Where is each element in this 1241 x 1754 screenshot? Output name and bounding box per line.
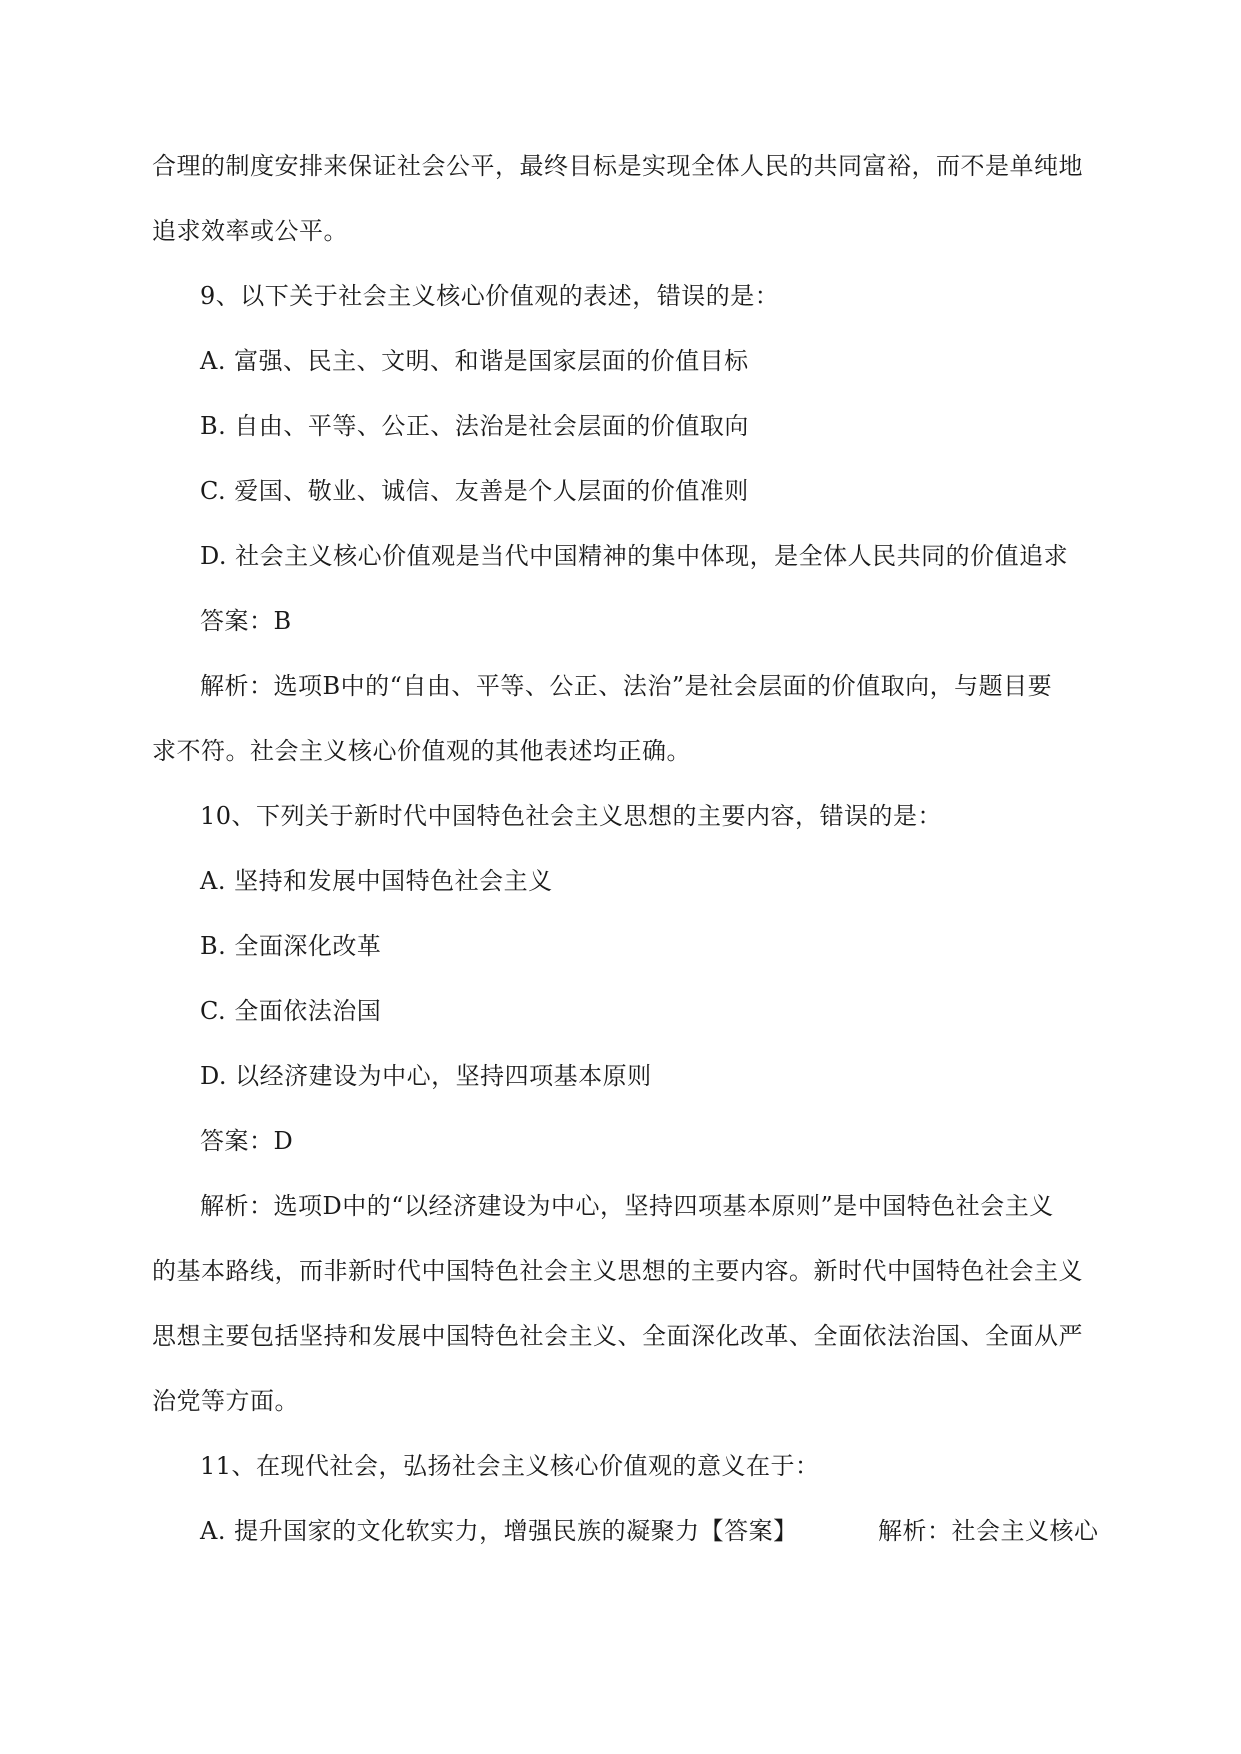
q9-option-c: C. 爱国、敬业、诚信、友善是个人层面的价值准则	[200, 477, 749, 505]
q9-option-d: D. 社会主义核心价值观是当代中国精神的集中体现，是全体人民共同的价值追求	[200, 542, 1069, 570]
q9-analysis-line: 解析：选项B中的“自由、平等、公正、法治”是社会层面的价值取向，与题目要	[200, 672, 1053, 700]
q10-analysis-line: 的基本路线，而非新时代中国特色社会主义思想的主要内容。新时代中国特色社会主义	[152, 1257, 1083, 1285]
question-9: 9、以下关于社会主义核心价值观的表述，错误的是：	[200, 282, 780, 310]
q10-option-a: A. 坚持和发展中国特色社会主义	[200, 867, 553, 895]
paragraph-line: 追求效率或公平。	[152, 217, 348, 245]
q9-analysis-line: 求不符。社会主义核心价值观的其他表述均正确。	[152, 737, 691, 765]
q11-option-a: A. 提升国家的文化软实力，增强民族的凝聚力【答案】	[200, 1517, 798, 1545]
q10-analysis-line: 治党等方面。	[152, 1387, 299, 1415]
q11-analysis-start: 解析：社会主义核心	[878, 1517, 1099, 1545]
paragraph-line: 合理的制度安排来保证社会公平，最终目标是实现全体人民的共同富裕，而不是单纯地	[152, 152, 1083, 180]
q9-option-b: B. 自由、平等、公正、法治是社会层面的价值取向	[200, 412, 749, 440]
q10-answer: 答案：D	[200, 1127, 294, 1155]
q10-analysis-line: 思想主要包括坚持和发展中国特色社会主义、全面深化改革、全面依法治国、全面从严	[152, 1322, 1083, 1350]
q10-option-d: D. 以经济建设为中心，坚持四项基本原则	[200, 1062, 652, 1090]
question-10: 10、下列关于新时代中国特色社会主义思想的主要内容，错误的是：	[200, 802, 943, 830]
q9-answer: 答案：B	[200, 607, 292, 635]
q10-option-b: B. 全面深化改革	[200, 932, 382, 960]
q9-option-a: A. 富强、民主、文明、和谐是国家层面的价值目标	[200, 347, 749, 375]
q10-option-c: C. 全面依法治国	[200, 997, 382, 1025]
question-11: 11、在现代社会，弘扬社会主义核心价值观的意义在于：	[200, 1452, 820, 1480]
q10-analysis-line: 解析：选项D中的“以经济建设为中心，坚持四项基本原则”是中国特色社会主义	[200, 1192, 1054, 1220]
